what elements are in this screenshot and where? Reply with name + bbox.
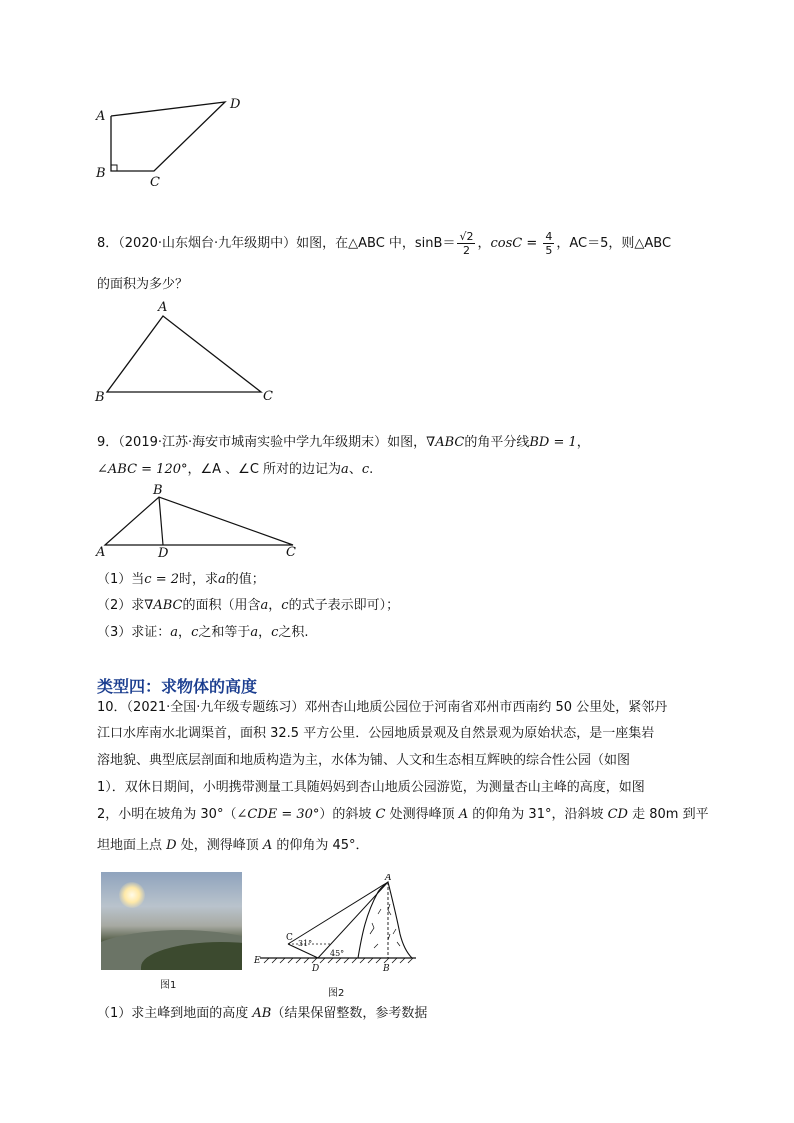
fig2-label-a: A	[385, 874, 392, 883]
q9-sep: 、	[348, 462, 362, 477]
ground-hatch	[264, 958, 413, 963]
q9-label-a: A	[96, 545, 106, 560]
q10-line6	[97, 837, 369, 855]
sight-line-c	[288, 882, 388, 944]
q9-sub2-a-var: a	[260, 598, 269, 613]
q9-label-d: D	[158, 546, 169, 560]
q9-line1-c: ，	[576, 435, 590, 450]
q10-line5-h: 走 80m 到平	[627, 807, 709, 822]
q10-sub1-c: （结果保留整数，参考数据	[271, 1006, 428, 1021]
sinb-num: √2	[459, 230, 474, 243]
q10-line6-d: A	[262, 838, 273, 853]
cos-label: cosC	[490, 236, 523, 251]
fig2-label-c: C	[286, 933, 293, 943]
q9-line1	[97, 434, 590, 452]
right-angle-mark	[111, 165, 117, 171]
q10-line5-angle: ∠CDE = 30°	[236, 807, 320, 822]
figure-triangle-q8	[90, 298, 280, 406]
q8-suffix: ，AC＝5，则△ABC	[556, 236, 672, 251]
q9-a: a	[341, 462, 349, 477]
cos-eq: =	[522, 236, 542, 251]
q10-line6-c: 处，测得峰顶	[176, 838, 263, 853]
q8-label-a: A	[158, 300, 168, 315]
section-heading: 类型四：求物体的高度	[97, 677, 258, 696]
triangle-q9-edges	[105, 497, 293, 545]
q10-line1: 10．（2021·全国·九年级专题练习）邓州杏山地质公园位于河南省邓州市西南约 50 公里处，紧邻丹	[97, 700, 668, 715]
fig2-label-b: B	[383, 964, 390, 974]
fig2-caption: 图2	[328, 988, 345, 999]
q9-sub1-c: 的值；	[225, 572, 265, 587]
fig2-angle-31: 31°	[298, 939, 313, 948]
q8-line2: 的面积为多少？	[97, 277, 189, 292]
q8-label-b: B	[95, 390, 105, 405]
bisector-bd	[159, 497, 163, 545]
q8-line1: 8．（2020·山东烟台·九年级期中）如图，在△ABC 中，sinB＝ $\frac{√2}{2}$ ，cosC = $\frac{4}{5}$ ，AC＝5，则△ABC	[97, 230, 672, 257]
q9-sub2-tri: ∇ABC	[144, 598, 183, 613]
q10-line5-a: 2，小明在坡角为 30°（	[97, 807, 237, 822]
q9-line1-b: 的角平分线	[464, 435, 530, 450]
figure-mountain-diagram	[250, 874, 420, 974]
q10-line5-f: 的仰角为 31°，沿斜坡	[468, 807, 608, 822]
q9-c: c	[361, 462, 370, 477]
q9-line2-b: ，∠A 、∠C 所对的边记为	[187, 462, 342, 477]
q9-sub3-a: （3）求证：	[97, 625, 171, 640]
q10-line6-b: D	[166, 838, 177, 853]
q9-sub3	[97, 624, 309, 642]
q9-sub1-a: （1）当	[97, 572, 145, 587]
q10-line5-c: C	[375, 807, 386, 822]
mountain-outline	[358, 882, 412, 958]
q10-line2: 江口水库南水北调渠首，面积 32.5 平方公里．公园地质景观及自然景观为原始状态，是一座集岩	[97, 726, 655, 741]
q10-sub1-a: （1）求主峰到地面的高度	[97, 1006, 253, 1021]
fig2-label-e: E	[254, 956, 261, 966]
cosc-num: 4	[545, 230, 553, 243]
label-d: D	[230, 97, 241, 112]
q8-prefix: 8．（2020·山东烟台·九年级期中）如图，在△ABC 中，sinB＝	[97, 236, 456, 251]
figure-quadrilateral-abcd	[88, 92, 258, 192]
q10-line5-b: ）的斜坡	[319, 807, 376, 822]
q9-sub3-c: 之和等于	[198, 625, 251, 640]
q9-sub3-c-var: c	[191, 625, 199, 640]
q9-label-b: B	[153, 483, 163, 498]
fig1-caption: 图1	[160, 980, 177, 991]
q10-line5-g: CD	[607, 807, 628, 822]
q9-sub2-c-var: c	[281, 598, 289, 613]
q10-sub1	[97, 1005, 427, 1023]
quad-edges	[111, 102, 225, 171]
q9-line1-a: 9．（2019·江苏·海安市城南实验中学九年级期末）如图，	[97, 435, 427, 450]
q9-sub3-a-var: a	[170, 625, 179, 640]
q9-line2-end: .	[369, 462, 374, 477]
q9-bd: BD = 1	[529, 435, 577, 450]
label-c: C	[150, 175, 160, 190]
sun-glow	[119, 882, 145, 908]
q10-line6-e: 的仰角为 45°．	[272, 838, 369, 853]
q9-sub3-c-var2: c	[271, 625, 279, 640]
q9-angle: ∠ABC = 120°	[97, 462, 188, 477]
q9-sub1-eq: c = 2	[144, 572, 179, 587]
mountain-texture	[370, 904, 400, 948]
q10-line6-a: 坦地面上点	[97, 838, 167, 853]
q9-line2	[97, 461, 373, 479]
fig2-angle-45: 45°	[330, 949, 345, 958]
sinb-fraction	[457, 230, 475, 257]
q9-sub3-e: 之积.	[278, 625, 309, 640]
q10-line3: 溶地貌、典型底层剖面和地质构造为主，水体为铺、人文和生态相互辉映的综合性公园（如图	[97, 753, 631, 768]
cosc-fraction	[543, 230, 554, 257]
label-a: A	[96, 109, 106, 124]
q9-sub1-var: a	[218, 572, 226, 587]
q9-sub1-b: 时，求	[179, 572, 219, 587]
q10-sub1-b: AB	[252, 1006, 272, 1021]
q9-sub3-d: ，	[258, 625, 272, 640]
q9-sub2-d: 的式子表示即可）；	[288, 598, 400, 613]
q8-label-c: C	[263, 389, 273, 404]
triangle-q8-edges	[107, 316, 261, 392]
q9-sub2-a: （2）求	[97, 598, 145, 613]
landscape-photo	[101, 872, 242, 970]
sight-line-d	[318, 882, 388, 958]
q9-label-c: C	[286, 545, 296, 560]
q9-sub3-b: ，	[178, 625, 192, 640]
q10-line5-d: 处测得峰顶	[385, 807, 459, 822]
q9-tri: ∇ABC	[426, 435, 465, 450]
fig2-label-d: D	[312, 964, 320, 974]
label-b: B	[96, 166, 106, 181]
figure-triangle-q9	[92, 482, 307, 560]
q9-sub1	[97, 571, 265, 589]
q9-sub3-a-var2: a	[250, 625, 259, 640]
q9-sub2-c: ，	[268, 598, 282, 613]
cosc-den: 5	[545, 244, 553, 257]
q10-line4: 1）．双休日期间，小明携带测量工具随妈妈到杏山地质公园游览，为测量杏山主峰的高度，如图	[97, 780, 645, 795]
q10-line5-e: A	[458, 807, 469, 822]
q9-sub2-b: 的面积（用含	[182, 598, 261, 613]
q10-line5	[97, 806, 709, 824]
q9-sub2	[97, 597, 399, 615]
sinb-den: 2	[462, 244, 470, 257]
